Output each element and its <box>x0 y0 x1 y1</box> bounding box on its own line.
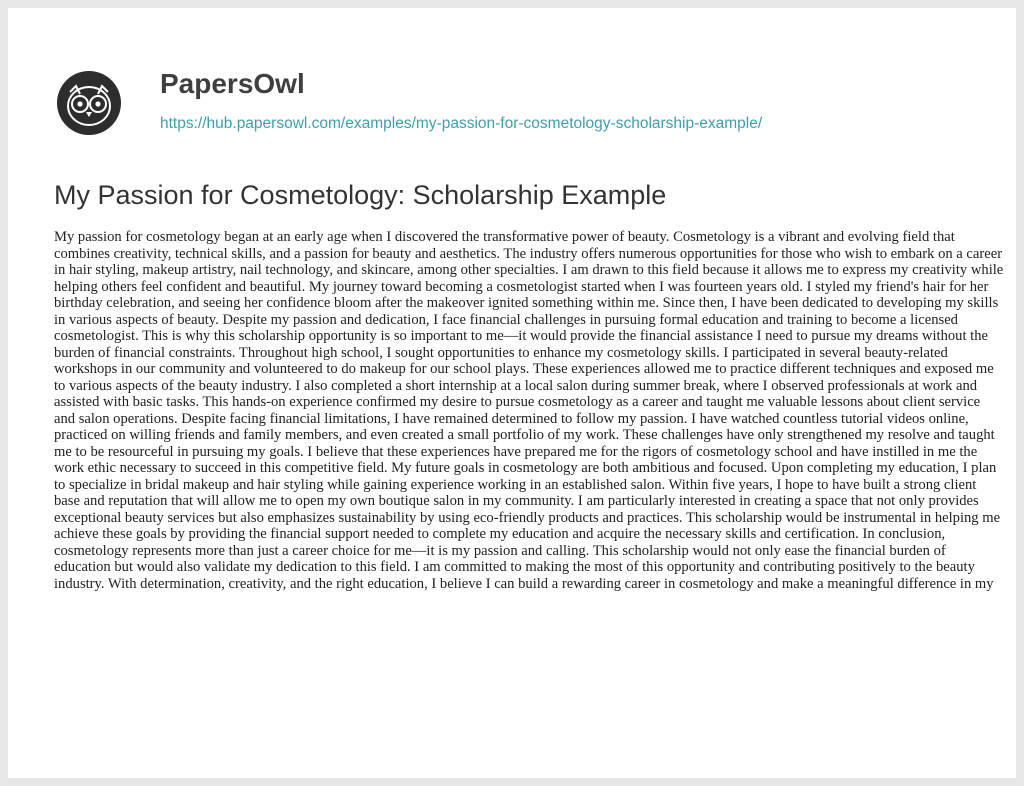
page-header <box>48 48 948 148</box>
brand-name: PapersOwl <box>160 68 305 99</box>
page-title: My Passion for Cosmetology: Scholarship Example <box>54 180 667 210</box>
essay-body: My passion for cosmetology began at an early age when I discovered the transformative power of beauty. Cosmetology is a vibrant and evolving field that combines creativity, technical skills, and a passion for beauty and aesthetics. The industry offers numerous opportunities for those who wish to embark on a career in hair styling, makeup artistry, nail technology, and skincare, among other specialties. I am drawn to this field because it allows me to express my creativity while helping others feel confident and beautiful. My journey toward becoming a cosmetologist started when I was fourteen years old. I styled my friend's hair for her birthday celebration, and seeing her confidence bloom after the makeover ignited something within me. Since then, I have been dedicated to developing my skills in various aspects of beauty. Despite my passion and dedication, I face financial challenges in pursuing formal education and training to become a licensed cosmetologist. This is why this scholarship opportunity is so important to me—it would provide the financial assistance I need to pursue my dreams without the burden of financial constraints. Throughout high school, I sought opportunities to enhance my cosmetology skills. I participated in several beauty-related workshops in our community and volunteered to do makeup for our school plays. These experiences allowed me to practice different techniques and exposed me to various aspects of the beauty industry. I also completed a short internship at a local salon during summer break, where I observed professionals at work and assisted with basic tasks. This hands-on experience confirmed my desire to pursue cosmetology as a career and taught me valuable lessons about client service and salon operations. Despite facing financial limitations, I have remained determined to follow my passion. I have watched countless tutorial videos online, practiced on willing friends and family members, and even created a small portfolio of my work. These challenges have only strengthened my resolve and taught me to be resourceful in pursuing my goals. I believe that these experiences have prepared me for the rigors of cosmetology school and have instilled in me the work ethic necessary to succeed in this competitive field. My future goals in cosmetology are both ambitious and focused. Upon completing my education, I plan to specialize in bridal makeup and hair styling while gaining experience working in an established salon. Within five years, I hope to have built a strong client base and reputation that will allow me to open my own boutique salon in my community. I am particularly interested in creating a space that not only provides exceptional beauty services but also emphasizes sustainability by using eco-friendly products and practices. This scholarship would be instrumental in helping me achieve these goals by providing the financial support needed to complete my education and acquire the necessary skills and certification. In conclusion, cosmetology represents more than just a career choice for me—it is my passion and calling. This scholarship would not only ease the financial burden of education but would also validate my dedication to this field. I am committed to making the most of this opportunity and contributing positively to the beauty industry. With determination, creativity, and the right education, I believe I can build a rewarding career in cosmetology and make a meaningful difference in my <box>54 229 1004 592</box>
source-url-link[interactable]: https://hub.papersowl.com/examples/my-passion-for-cosmetology-scholarship-example/ <box>160 115 763 132</box>
owl-logo-icon <box>56 70 122 136</box>
